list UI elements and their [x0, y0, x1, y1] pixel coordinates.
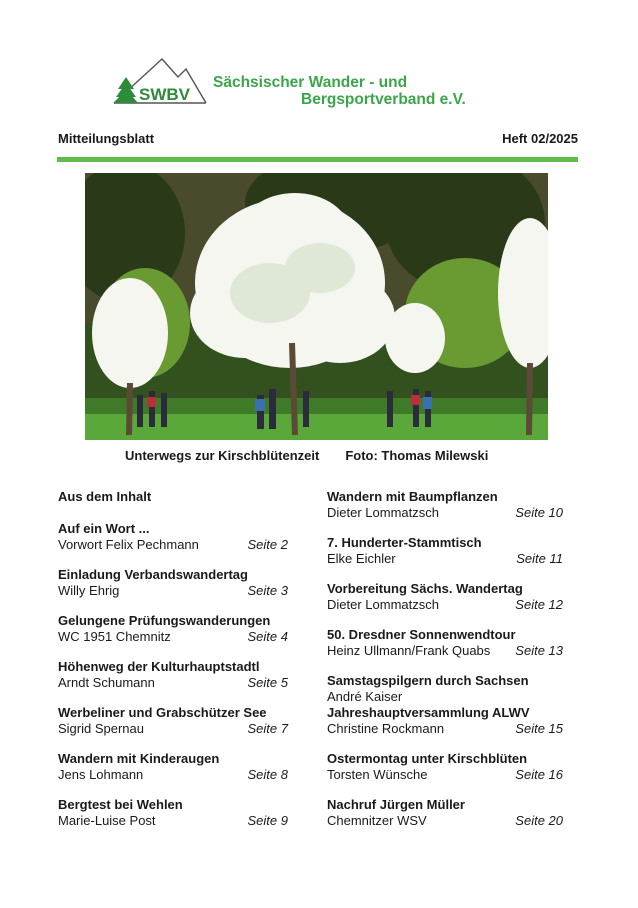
entry-page: Seite 12: [515, 597, 563, 612]
entry-author: Dieter Lommatzsch: [327, 597, 439, 612]
entry-author: Vorwort Felix Pechmann: [58, 537, 199, 552]
contents-entry[interactable]: [327, 581, 563, 613]
entry-title: Auf ein Wort ...: [58, 521, 150, 536]
entry-title: 50. Dresdner Sonnenwendtour: [327, 627, 516, 642]
entry-title: Gelungene Prüfungswanderungen: [58, 613, 271, 628]
entry-author: Chemnitzer WSV: [327, 813, 427, 828]
contents-entry[interactable]: [58, 705, 288, 737]
entry-author: Heinz Ullmann/Frank Quabs: [327, 643, 491, 658]
entry-page: Seite 7: [247, 721, 288, 736]
entry-page: Seite 20: [515, 813, 563, 828]
entry-title: Jahreshauptversammlung ALWV: [327, 705, 530, 720]
entry-title: Samstagspilgern durch Sachsen: [327, 673, 529, 688]
contents-entry[interactable]: [58, 751, 288, 783]
photo-caption: [125, 448, 488, 463]
contents-entry[interactable]: [327, 627, 563, 659]
contents-left-column: [58, 489, 288, 843]
contents-entry[interactable]: [327, 751, 563, 783]
entry-page: Seite 9: [247, 813, 288, 828]
entry-title: Höhenweg der Kulturhauptstadtl: [58, 659, 260, 674]
contents-heading: Aus dem Inhalt: [58, 489, 152, 504]
entry-page: Seite 15: [515, 721, 563, 736]
tree-icon: [114, 77, 138, 103]
entry-title: Ostermontag unter Kirschblüten: [327, 751, 528, 766]
contents-entry[interactable]: [58, 613, 288, 645]
entry-author: Willy Ehrig: [58, 583, 120, 598]
photo-credit: Foto: Thomas Milewski: [345, 448, 489, 463]
caption-text: Unterwegs zur Kirschblütenzeit: [125, 448, 320, 463]
contents-entry[interactable]: [58, 521, 288, 553]
entry-title: 7. Hunderter-Stammtisch: [327, 535, 482, 550]
entry-title: Vorbereitung Sächs. Wandertag: [327, 581, 523, 596]
entry-title: Wandern mit Baumpflanzen: [327, 489, 498, 504]
contents-entry[interactable]: [58, 567, 288, 599]
publication-label: Mitteilungsblatt: [58, 131, 155, 146]
entry-page: Seite 10: [515, 505, 563, 520]
contents-right-column: [327, 489, 563, 843]
entry-author: Arndt Schumann: [58, 675, 155, 690]
contents-entry[interactable]: [327, 673, 563, 705]
entry-author: Sigrid Spernau: [58, 721, 144, 736]
entry-author: Jens Lohmann: [58, 767, 144, 782]
contents-entry[interactable]: [327, 797, 563, 829]
logo-text: SWBV: [139, 85, 190, 104]
entry-author: Dieter Lommatzsch: [327, 505, 439, 520]
entry-title: Bergtest bei Wehlen: [58, 797, 183, 812]
entry-author: WC 1951 Chemnitz: [58, 629, 171, 644]
contents-entry[interactable]: [327, 489, 563, 521]
entry-page: Seite 11: [516, 551, 563, 566]
entry-author: Marie-Luise Post: [58, 813, 156, 828]
entry-title: Nachruf Jürgen Müller: [327, 797, 465, 812]
entry-page: Seite 2: [247, 537, 288, 552]
org-name-line2: Bergsportverband e.V.: [301, 91, 466, 108]
org-name-line1: Sächsischer Wander - und: [213, 74, 408, 91]
entry-page: Seite 16: [515, 767, 563, 782]
swbv-logo: [112, 55, 208, 107]
entry-page: Seite 3: [247, 583, 288, 598]
organization-name: [213, 74, 466, 108]
entry-title: Wandern mit Kinderaugen: [58, 751, 220, 766]
entry-author: Torsten Wünsche: [327, 767, 428, 782]
contents-entry[interactable]: [58, 797, 288, 829]
header-divider: [57, 157, 578, 162]
entry-page: Seite 5: [247, 675, 288, 690]
contents-entry[interactable]: [327, 535, 563, 567]
entry-page: Seite 8: [247, 767, 288, 782]
entry-title: Werbeliner und Grabschützer See: [58, 705, 267, 720]
entry-page: Seite 4: [247, 629, 288, 644]
contents-entry[interactable]: [327, 705, 563, 737]
issue-number: Heft 02/2025: [502, 131, 578, 146]
entry-author: Christine Rockmann: [327, 721, 445, 736]
entry-author: Elke Eichler: [327, 551, 396, 566]
cover-photo: [85, 173, 548, 440]
contents-entry[interactable]: [58, 659, 288, 691]
entry-page: Seite 13: [515, 643, 563, 658]
entry-author: André Kaiser: [327, 689, 403, 704]
entry-title: Einladung Verbandswandertag: [58, 567, 248, 582]
